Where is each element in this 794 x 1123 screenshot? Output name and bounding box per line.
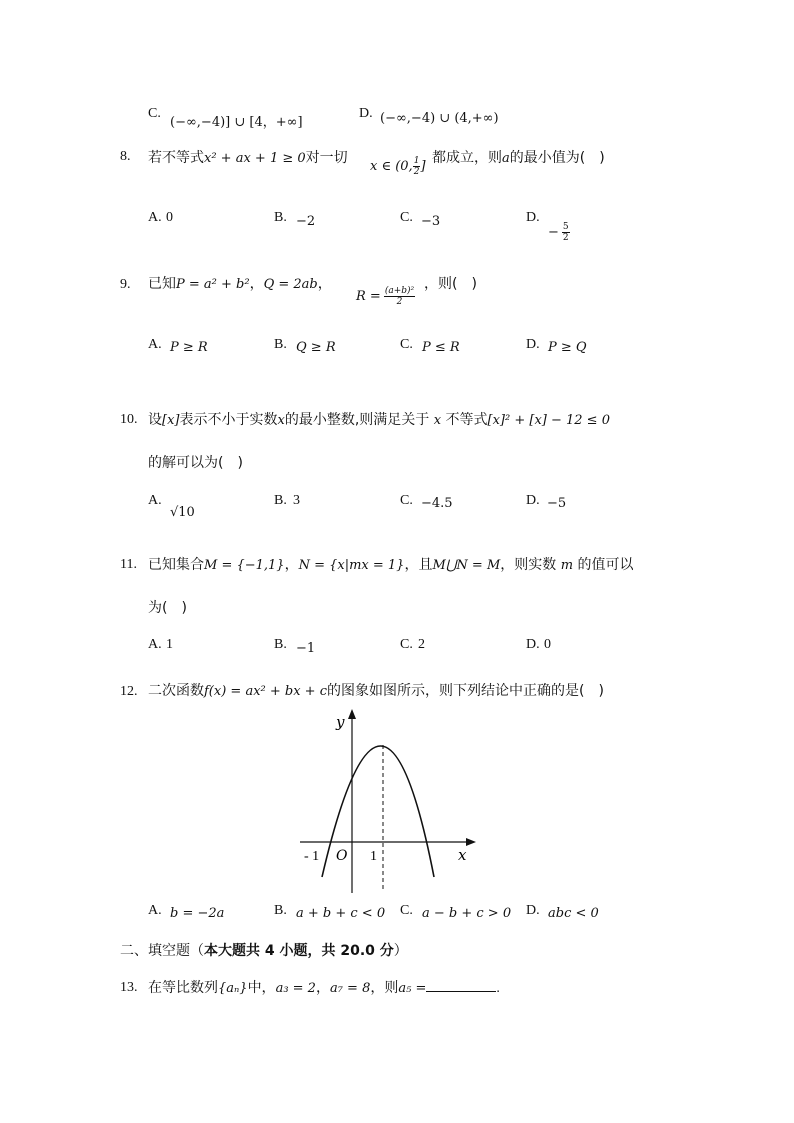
q9-p-expression: P = a² + b² — [176, 277, 250, 292]
q10-stem-d: 不等式 — [445, 412, 488, 428]
q10-option-b-label: B. — [274, 493, 287, 508]
q8-option-d-den: 2 — [562, 233, 569, 243]
q7-option-d-text: (−∞,−4) ∪ (4,+∞) — [380, 111, 499, 126]
q10-option-d: −5 — [547, 496, 567, 511]
q10-number: 10. — [120, 412, 138, 427]
q12-function: f(x) = ax² + bx + c — [204, 684, 327, 699]
q9-stem-b: ，则 — [424, 276, 452, 292]
q10-var-x2: x — [433, 413, 442, 428]
q11-number: 11. — [120, 557, 137, 572]
neg-one-label: - 1 — [304, 849, 320, 864]
q11-option-c-label: C. — [400, 637, 413, 652]
q13-stem — [148, 977, 500, 997]
q9-option-a-label: A. — [148, 337, 162, 352]
q9-option-c-label: C. — [400, 337, 413, 352]
q8-option-c: −3 — [421, 214, 441, 229]
q10-stem — [148, 409, 610, 429]
q8-stem-tail — [432, 147, 605, 167]
q9-r-num: (a+b)² — [384, 286, 415, 296]
q8-option-a: 0 — [166, 210, 173, 225]
q13-answer-blank[interactable] — [426, 979, 496, 992]
q11-option-a-label: A. — [148, 637, 162, 652]
q12-option-a-label: A. — [148, 903, 162, 918]
q11-comma-1: ， — [284, 557, 299, 573]
q11-m-set: M = {−1,1} — [204, 558, 285, 573]
q12-option-b: a + b + c < 0 — [296, 906, 386, 921]
q11-line2-text: 为 — [148, 600, 162, 616]
q11-union-expression: M⋃N = M — [432, 558, 501, 573]
y-axis-arrow-icon — [348, 709, 356, 719]
q11-option-b: −1 — [296, 641, 316, 656]
section-heading-a: 二、填空题（ — [120, 943, 204, 959]
section-heading-bold: 本大题共 4 小题，共 20.0 分 — [204, 943, 394, 959]
q10-answer-paren: ( ) — [218, 455, 243, 471]
q11-stem — [148, 554, 634, 574]
q8-stem-b: 对一切 — [305, 150, 348, 166]
q10-var-x: x — [277, 413, 285, 428]
q12-parabola-graph — [290, 705, 490, 895]
q10-bracket-x: [x] — [162, 413, 180, 428]
q11-option-b-label: B. — [274, 637, 287, 652]
q8-var-a: a — [502, 151, 510, 166]
q8-number: 8. — [120, 149, 131, 164]
q11-var-m: m — [560, 558, 574, 573]
q13-comma: ， — [315, 980, 330, 996]
q9-number: 9. — [120, 277, 131, 292]
q10-option-a-label: A. — [148, 493, 162, 508]
q8-stem-a: 若不等式 — [148, 150, 204, 166]
q8-inequality: x² + ax + 1 ≥ 0 — [204, 151, 306, 166]
q12-option-d-label: D. — [526, 903, 540, 918]
q11-stem-a: 已知集合 — [148, 557, 204, 573]
q9-option-d-label: D. — [526, 337, 540, 352]
q9-q-expression: Q = 2ab — [263, 277, 318, 292]
q12-stem-b: 的图象如图所示，则下列结论中正确的是 — [327, 683, 579, 699]
q10-option-c: −4.5 — [421, 496, 453, 511]
q8-option-d — [548, 222, 570, 243]
q9-r-expression — [356, 286, 415, 307]
q11-answer-paren: ( ) — [162, 600, 187, 616]
q10-option-b: 3 — [293, 493, 300, 508]
q10-line2-text: 的解可以为 — [148, 455, 218, 471]
q12-option-c-label: C. — [400, 903, 413, 918]
section-heading — [120, 940, 408, 960]
q8-option-c-label: C. — [400, 210, 413, 225]
q11-stem-c: ，则实数 — [500, 557, 557, 573]
q7-option-c-label: C. — [148, 106, 161, 121]
q10-inequality: [x]² + [x] − 12 ≤ 0 — [487, 413, 610, 428]
q10-option-d-label: D. — [526, 493, 540, 508]
q9-stem-a: 已知 — [148, 276, 176, 292]
q8-domain-text: x ∈ (0, — [370, 159, 413, 174]
q13-a5: a₅ = — [398, 981, 427, 996]
q9-option-c: P ≤ R — [422, 340, 460, 355]
q8-domain-close: ] — [420, 159, 426, 174]
q8-option-d-sign: − — [548, 225, 559, 240]
q13-sequence: {aₙ} — [218, 981, 248, 996]
q13-a3: a₃ = 2 — [275, 981, 316, 996]
q8-option-d-num: 5 — [562, 222, 569, 232]
q11-n-set: N = {x|mx = 1} — [298, 558, 405, 573]
q10-line2 — [148, 452, 243, 472]
q9-option-b-label: B. — [274, 337, 287, 352]
q9-option-d: P ≥ Q — [548, 340, 587, 355]
q9-comma-1: ， — [249, 276, 264, 292]
q12-stem — [148, 680, 604, 700]
q10-stem-b: 表示不小于实数 — [179, 412, 278, 428]
q11-option-d-label: D. — [526, 637, 540, 652]
q7-option-c-text: (−∞,−4)] ∪ [4，+∞] — [170, 115, 303, 130]
q8-frac-den: 2 — [413, 167, 420, 177]
q11-option-c: 2 — [418, 637, 425, 652]
q9-option-a: P ≥ R — [170, 340, 208, 355]
x-axis-arrow-icon — [466, 838, 476, 846]
q9-r-fraction — [384, 286, 415, 307]
q12-option-d: abc < 0 — [548, 906, 599, 921]
q13-number: 13. — [120, 980, 138, 995]
q9-r-den: 2 — [396, 297, 403, 307]
q10-stem-a: 设 — [148, 412, 162, 428]
section-heading-b: ） — [393, 943, 408, 959]
q8-option-b-label: B. — [274, 210, 287, 225]
q8-option-b: −2 — [296, 214, 316, 229]
q11-option-d: 0 — [544, 637, 551, 652]
x-axis-label: x — [458, 846, 467, 864]
q8-option-d-label: D. — [526, 210, 540, 225]
q13-stem-b: 中， — [247, 980, 276, 996]
q9-stem-tail — [424, 273, 477, 293]
q12-option-b-label: B. — [274, 903, 287, 918]
one-label: 1 — [370, 849, 377, 864]
q12-answer-paren: ( ) — [579, 683, 604, 699]
q10-option-c-label: C. — [400, 493, 413, 508]
q11-stem-b: ，且 — [404, 557, 433, 573]
q9-comma-2: ， — [317, 276, 332, 292]
q8-option-a-label: A. — [148, 210, 162, 225]
q11-line2 — [148, 597, 187, 617]
q11-option-a: 1 — [166, 637, 173, 652]
q8-stem-d: 的最小值为 — [509, 150, 580, 166]
q9-r-lhs: R = — [356, 289, 381, 304]
q12-number: 12. — [120, 684, 138, 699]
q12-option-c: a − b + c > 0 — [422, 906, 512, 921]
q7-option-d-label: D. — [359, 106, 373, 121]
q13-a7: a₇ = 8 — [329, 981, 371, 996]
q13-stem-c: ，则 — [370, 980, 399, 996]
q8-stem-c: 都成立，则 — [432, 150, 502, 166]
q9-stem — [148, 273, 332, 293]
q9-answer-paren: ( ) — [452, 276, 477, 292]
q12-stem-a: 二次函数 — [148, 683, 204, 699]
q10-stem-c: 的最小整数,则满足关于 — [284, 412, 430, 428]
y-axis-label: y — [336, 713, 345, 731]
q8-frac-num: 1 — [413, 156, 420, 166]
q10-option-a: √10 — [170, 505, 195, 520]
origin-label: O — [336, 848, 348, 864]
q13-period: . — [496, 981, 500, 996]
q11-stem-d: 的值可以 — [577, 557, 634, 573]
q13-stem-a: 在等比数列 — [148, 980, 218, 996]
q8-domain — [370, 156, 426, 177]
q9-option-b: Q ≥ R — [296, 340, 336, 355]
q8-answer-paren: ( ) — [579, 150, 605, 166]
q12-option-a: b = −2a — [170, 906, 225, 921]
q8-stem — [148, 147, 348, 167]
q8-option-d-fraction — [562, 222, 570, 243]
